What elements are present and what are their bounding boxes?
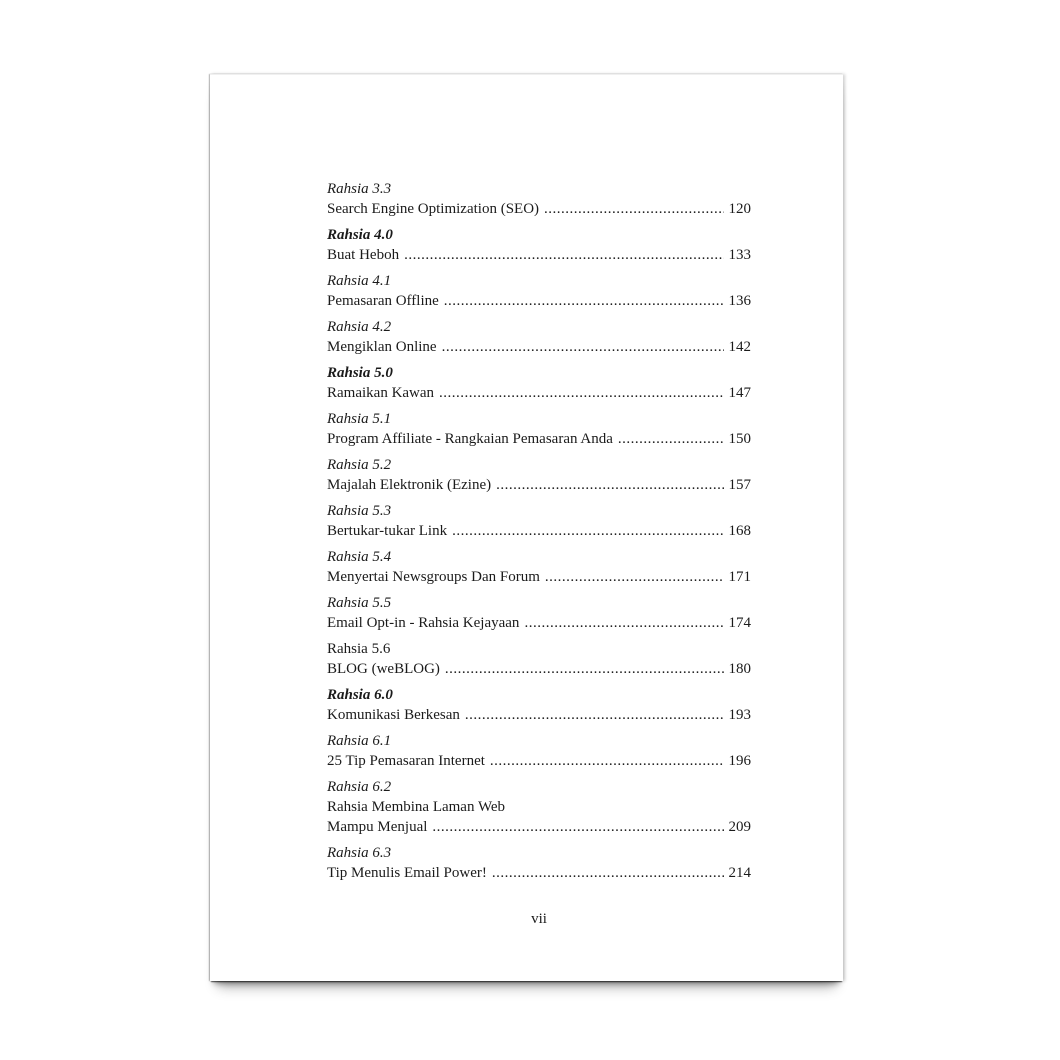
toc-entry-title: BLOG (weBLOG) — [327, 661, 440, 677]
toc-line — [327, 383, 751, 403]
dot-leader — [444, 291, 724, 311]
toc-entry-title: 25 Tip Pemasaran Internet — [327, 753, 485, 769]
dot-leader — [445, 659, 724, 679]
toc-entry-title: Rahsia Membina Laman Web — [327, 799, 506, 815]
toc-entry — [327, 685, 751, 725]
toc-line — [327, 567, 751, 587]
toc-line — [327, 429, 751, 449]
toc-entry-title: Bertukar-tukar Link — [327, 523, 448, 539]
toc-entry-title: Buat Heboh — [327, 247, 400, 263]
toc-line — [327, 659, 751, 679]
toc-line — [327, 817, 751, 837]
dot-leader — [545, 567, 724, 587]
toc-entry — [327, 777, 751, 837]
dot-leader — [544, 199, 723, 219]
toc-page-number: 157 — [728, 477, 751, 493]
toc-line — [327, 863, 751, 883]
book-page — [210, 74, 843, 981]
toc-entry-title: Email Opt-in - Rahsia Kejayaan — [327, 615, 520, 631]
toc-entry-label: Rahsia 5.3 — [327, 503, 392, 519]
toc-page-number: 174 — [728, 615, 751, 631]
toc-entry-title: Ramaikan Kawan — [327, 385, 435, 401]
toc-entry — [327, 317, 751, 357]
toc-line — [327, 337, 751, 357]
toc-entry — [327, 225, 751, 265]
toc-entry-label: Rahsia 5.6 — [327, 641, 391, 657]
toc-page-number: 180 — [728, 661, 751, 677]
toc-entry — [327, 455, 751, 495]
toc-entry-label: Rahsia 6.3 — [327, 845, 392, 861]
toc-page-number: 171 — [728, 569, 751, 585]
toc-entry-title: Mengiklan Online — [327, 339, 437, 355]
toc-entry-label: Rahsia 4.2 — [327, 319, 392, 335]
toc-entry-title: Mampu Menjual — [327, 819, 428, 835]
toc-line — [327, 613, 751, 633]
toc-line — [327, 199, 751, 219]
toc-line — [327, 751, 751, 771]
toc-entry — [327, 179, 751, 219]
toc-entry — [327, 501, 751, 541]
toc-page-number: 168 — [728, 523, 751, 539]
toc-entry-label: Rahsia 3.3 — [327, 181, 392, 197]
toc-line — [327, 705, 751, 725]
toc-page-number: 196 — [728, 753, 751, 769]
toc-entry-label: Rahsia 5.5 — [327, 595, 392, 611]
table-of-contents — [327, 179, 751, 889]
toc-entry-label: Rahsia 5.1 — [327, 411, 392, 427]
dot-leader — [452, 521, 723, 541]
toc-entry-label: Rahsia 5.4 — [327, 549, 392, 565]
toc-line — [327, 797, 751, 817]
toc-entry-title: Menyertai Newsgroups Dan Forum — [327, 569, 540, 585]
toc-line — [327, 245, 751, 265]
toc-entry-title: Pemasaran Offline — [327, 293, 439, 309]
toc-page-number: 136 — [728, 293, 751, 309]
toc-line — [327, 521, 751, 541]
dot-leader — [404, 245, 723, 265]
dot-leader — [492, 863, 724, 883]
toc-entry-label: Rahsia 6.1 — [327, 733, 392, 749]
toc-line — [327, 291, 751, 311]
page-number-footer: vii — [531, 911, 547, 927]
toc-entry — [327, 593, 751, 633]
toc-entry-title: Search Engine Optimization (SEO) — [327, 201, 540, 217]
toc-entry-title: Program Affiliate - Rangkaian Pemasaran Anda — [327, 431, 613, 447]
toc-entry — [327, 271, 751, 311]
dot-leader — [465, 705, 724, 725]
dot-leader — [524, 613, 723, 633]
dot-leader — [618, 429, 724, 449]
toc-entry-label: Rahsia 5.2 — [327, 457, 392, 473]
toc-page-number: 150 — [728, 431, 751, 447]
dot-leader — [496, 475, 723, 495]
toc-entry-label: Rahsia 4.1 — [327, 273, 392, 289]
dot-leader — [442, 337, 724, 357]
toc-page-number: 133 — [728, 247, 751, 263]
toc-page-number: 209 — [728, 819, 751, 835]
toc-entry-label: Rahsia 6.0 — [327, 687, 393, 703]
toc-entry-title: Komunikasi Berkesan — [327, 707, 460, 723]
toc-entry — [327, 409, 751, 449]
toc-entry-label: Rahsia 4.0 — [327, 227, 393, 243]
toc-page-number: 193 — [728, 707, 751, 723]
toc-page-number: 142 — [728, 339, 751, 355]
toc-entry — [327, 547, 751, 587]
dot-leader — [439, 383, 723, 403]
toc-page-number: 214 — [728, 865, 751, 881]
toc-page-number: 147 — [728, 385, 751, 401]
toc-entry-label: Rahsia 5.0 — [327, 365, 393, 381]
toc-entry — [327, 639, 751, 679]
toc-entry-title: Tip Menulis Email Power! — [327, 865, 487, 881]
toc-entry — [327, 843, 751, 883]
toc-entry — [327, 731, 751, 771]
dot-leader — [490, 751, 724, 771]
toc-entry-label: Rahsia 6.2 — [327, 779, 392, 795]
dot-leader — [432, 817, 723, 837]
toc-entry — [327, 363, 751, 403]
toc-entry-title: Majalah Elektronik (Ezine) — [327, 477, 492, 493]
toc-line — [327, 475, 751, 495]
toc-page-number: 120 — [728, 201, 751, 217]
